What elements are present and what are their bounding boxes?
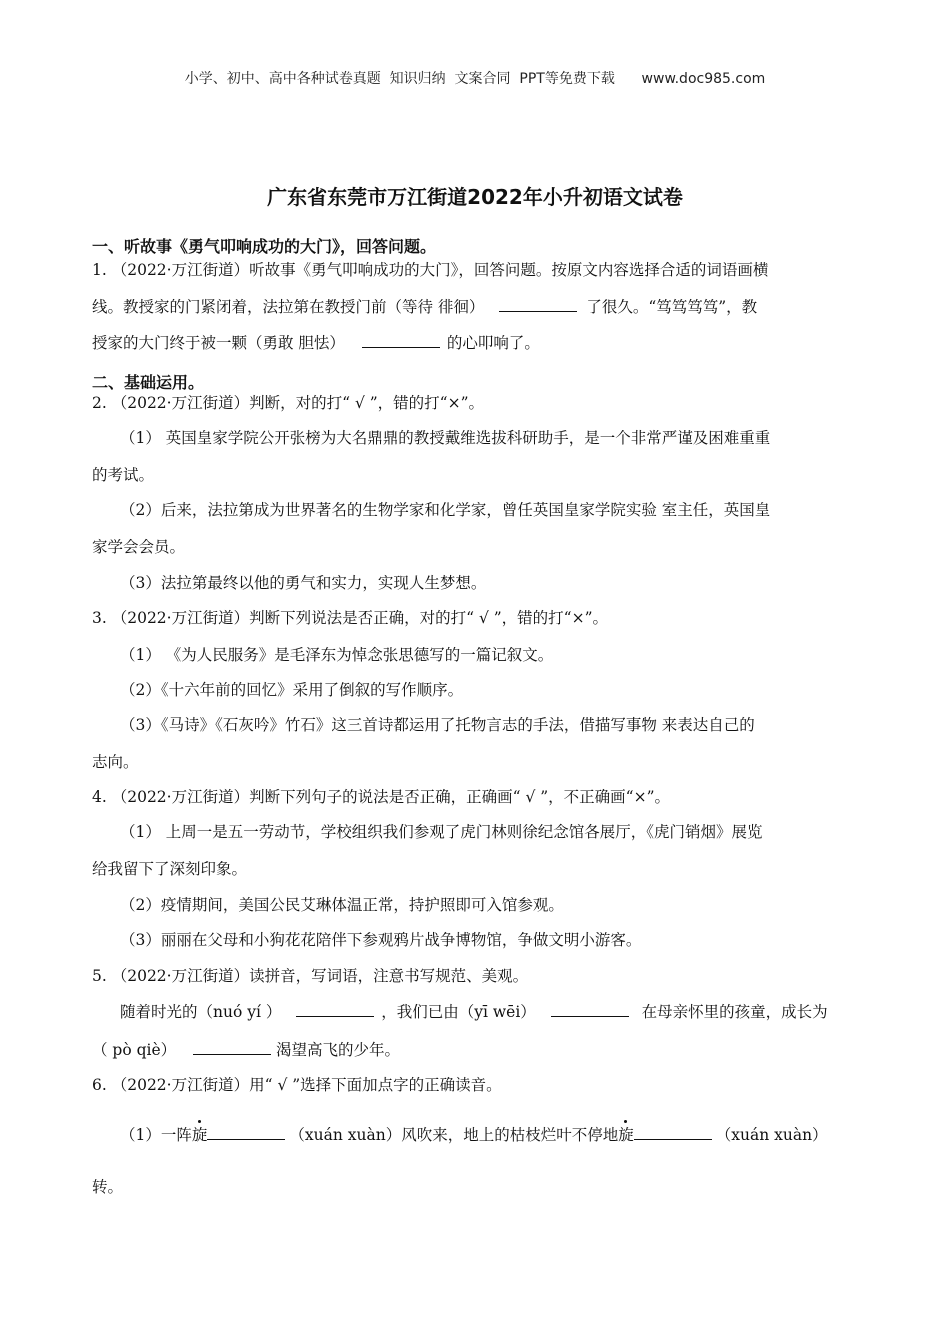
q2-item-2-line-1: （2）后来，法拉第成为世界著名的生物学家和化学家，曾任英国皇家学院实验 室主任，英国皇 [120, 501, 771, 519]
q4-item-1-line-2: 给我留下了深刻印象。 [92, 860, 248, 878]
section-1-heading: 一、听故事《勇气叩响成功的大门》，回答问题。 [92, 237, 437, 256]
q3-stem: 3. （2022·万江街道）判断下列说法是否正确，对的打“ √ ”，错的打“×”。 [92, 609, 609, 627]
q6-answer-blank-1[interactable] [207, 1125, 285, 1140]
q5-line-1-text-a: 随着时光的（nuó yí ） [120, 1003, 282, 1021]
q2-item-3: （3）法拉第最终以他的勇气和实力，实现人生梦想。 [120, 574, 487, 592]
q5-line-1-text-b: ，我们已由（yī wēi） [381, 1003, 536, 1021]
q6-dotted-char-1: 旋 [191, 1126, 208, 1144]
q6-line-1 [120, 1125, 828, 1145]
q6-line-2: 转。 [92, 1178, 124, 1196]
q4-item-1-line-1: （1） 上周一是五一劳动节，学校组织我们参观了虎门林则徐纪念馆各展厅，《虎门销烟》展览 [120, 823, 763, 841]
q6-dotted-char-2: 旋 [618, 1126, 634, 1144]
q1-line-1: 1. （2022·万江街道）听故事《勇气叩响成功的大门》，回答问题。按原文内容选择合适的词语画横 [92, 261, 769, 279]
q3-item-3-line-2: 志向。 [92, 753, 139, 771]
q5-answer-blank-2[interactable] [551, 1002, 629, 1017]
q2-item-1-line-2: 的考试。 [92, 466, 155, 484]
q5-line-2 [92, 1040, 400, 1060]
q5-answer-blank-1[interactable] [296, 1002, 374, 1017]
q4-stem: 4. （2022·万江街道）判断下列句子的说法是否正确，正确画“ √ ”，不正确画“×”。 [92, 788, 671, 806]
q6-stem: 6. （2022·万江街道）用“ √ ”选择下面加点字的正确读音。 [92, 1076, 502, 1094]
q1-line-3 [92, 333, 540, 353]
section-2-heading: 二、基础运用。 [92, 373, 205, 392]
q3-item-3-line-1: （3）《马诗》《石灰吟》竹石》这三首诗都运用了托物言志的手法，借描写事物 来表达自己的 [120, 716, 755, 734]
q1-line-3-text-a: 授家的大门终于被一颗（勇敢 胆怯） [92, 334, 345, 352]
q1-line-2-text-a: 线。教授家的门紧闭着，法拉第在教授门前（等待 徘徊） [92, 298, 485, 316]
q1-line-2-text-b: 了很久。“笃笃笃笃”，教 [586, 298, 758, 316]
q6-line-1-text-c: （xuán xuàn） [715, 1126, 828, 1144]
q5-answer-blank-3[interactable] [193, 1040, 271, 1055]
q2-item-2-line-2: 家学会会员。 [92, 538, 186, 556]
exam-title: 广东省东莞市万江街道2022年小升初语文试卷 [267, 185, 683, 209]
q1-answer-blank-1[interactable] [499, 297, 577, 312]
q3-item-2: （2）《十六年前的回忆》采用了倒叙的写作顺序。 [120, 681, 464, 699]
q3-item-1: （1） 《为人民服务》是毛泽东为悼念张思德写的一篇记叙文。 [120, 646, 554, 664]
q5-line-1-text-c: 在母亲怀里的孩童，成长为 [641, 1003, 828, 1021]
q5-line-2-text-b: 渴望高飞的少年。 [276, 1041, 401, 1059]
q4-item-3: （3）丽丽在父母和小狗花花陪伴下参观鸦片战争博物馆，争做文明小游客。 [120, 931, 642, 949]
q6-answer-blank-2[interactable] [634, 1125, 712, 1140]
q4-item-2: （2）疫情期间，美国公民艾琳体温正常，持护照即可入馆参观。 [120, 896, 564, 914]
q5-stem: 5. （2022·万江街道）读拼音，写词语，注意书写规范、美观。 [92, 967, 529, 985]
q1-line-3-text-b: 的心叩响了。 [446, 334, 540, 352]
q1-answer-blank-2[interactable] [362, 333, 440, 348]
q5-line-1 [120, 1002, 828, 1022]
q1-line-2 [92, 297, 757, 317]
q2-item-1-line-1: （1） 英国皇家学院公开张榜为大名鼎鼎的教授戴维选拔科研助手，是一个非常严谨及困难重重 [120, 429, 771, 447]
q6-line-1-text-a: （1）一阵 [120, 1126, 192, 1144]
page-header: 小学、初中、高中各种试卷真题 知识归纳 文案合同 PPT等免费下载 www.doc985.com [184, 71, 766, 87]
q6-line-1-text-b: （xuán xuàn）风吹来，地上的枯枝烂叶不停地 [289, 1126, 619, 1144]
q5-line-2-text-a: （ pò qiè） [92, 1041, 177, 1059]
q2-stem: 2. （2022·万江街道）判断，对的打“ √ ”，错的打“×”。 [92, 394, 485, 412]
